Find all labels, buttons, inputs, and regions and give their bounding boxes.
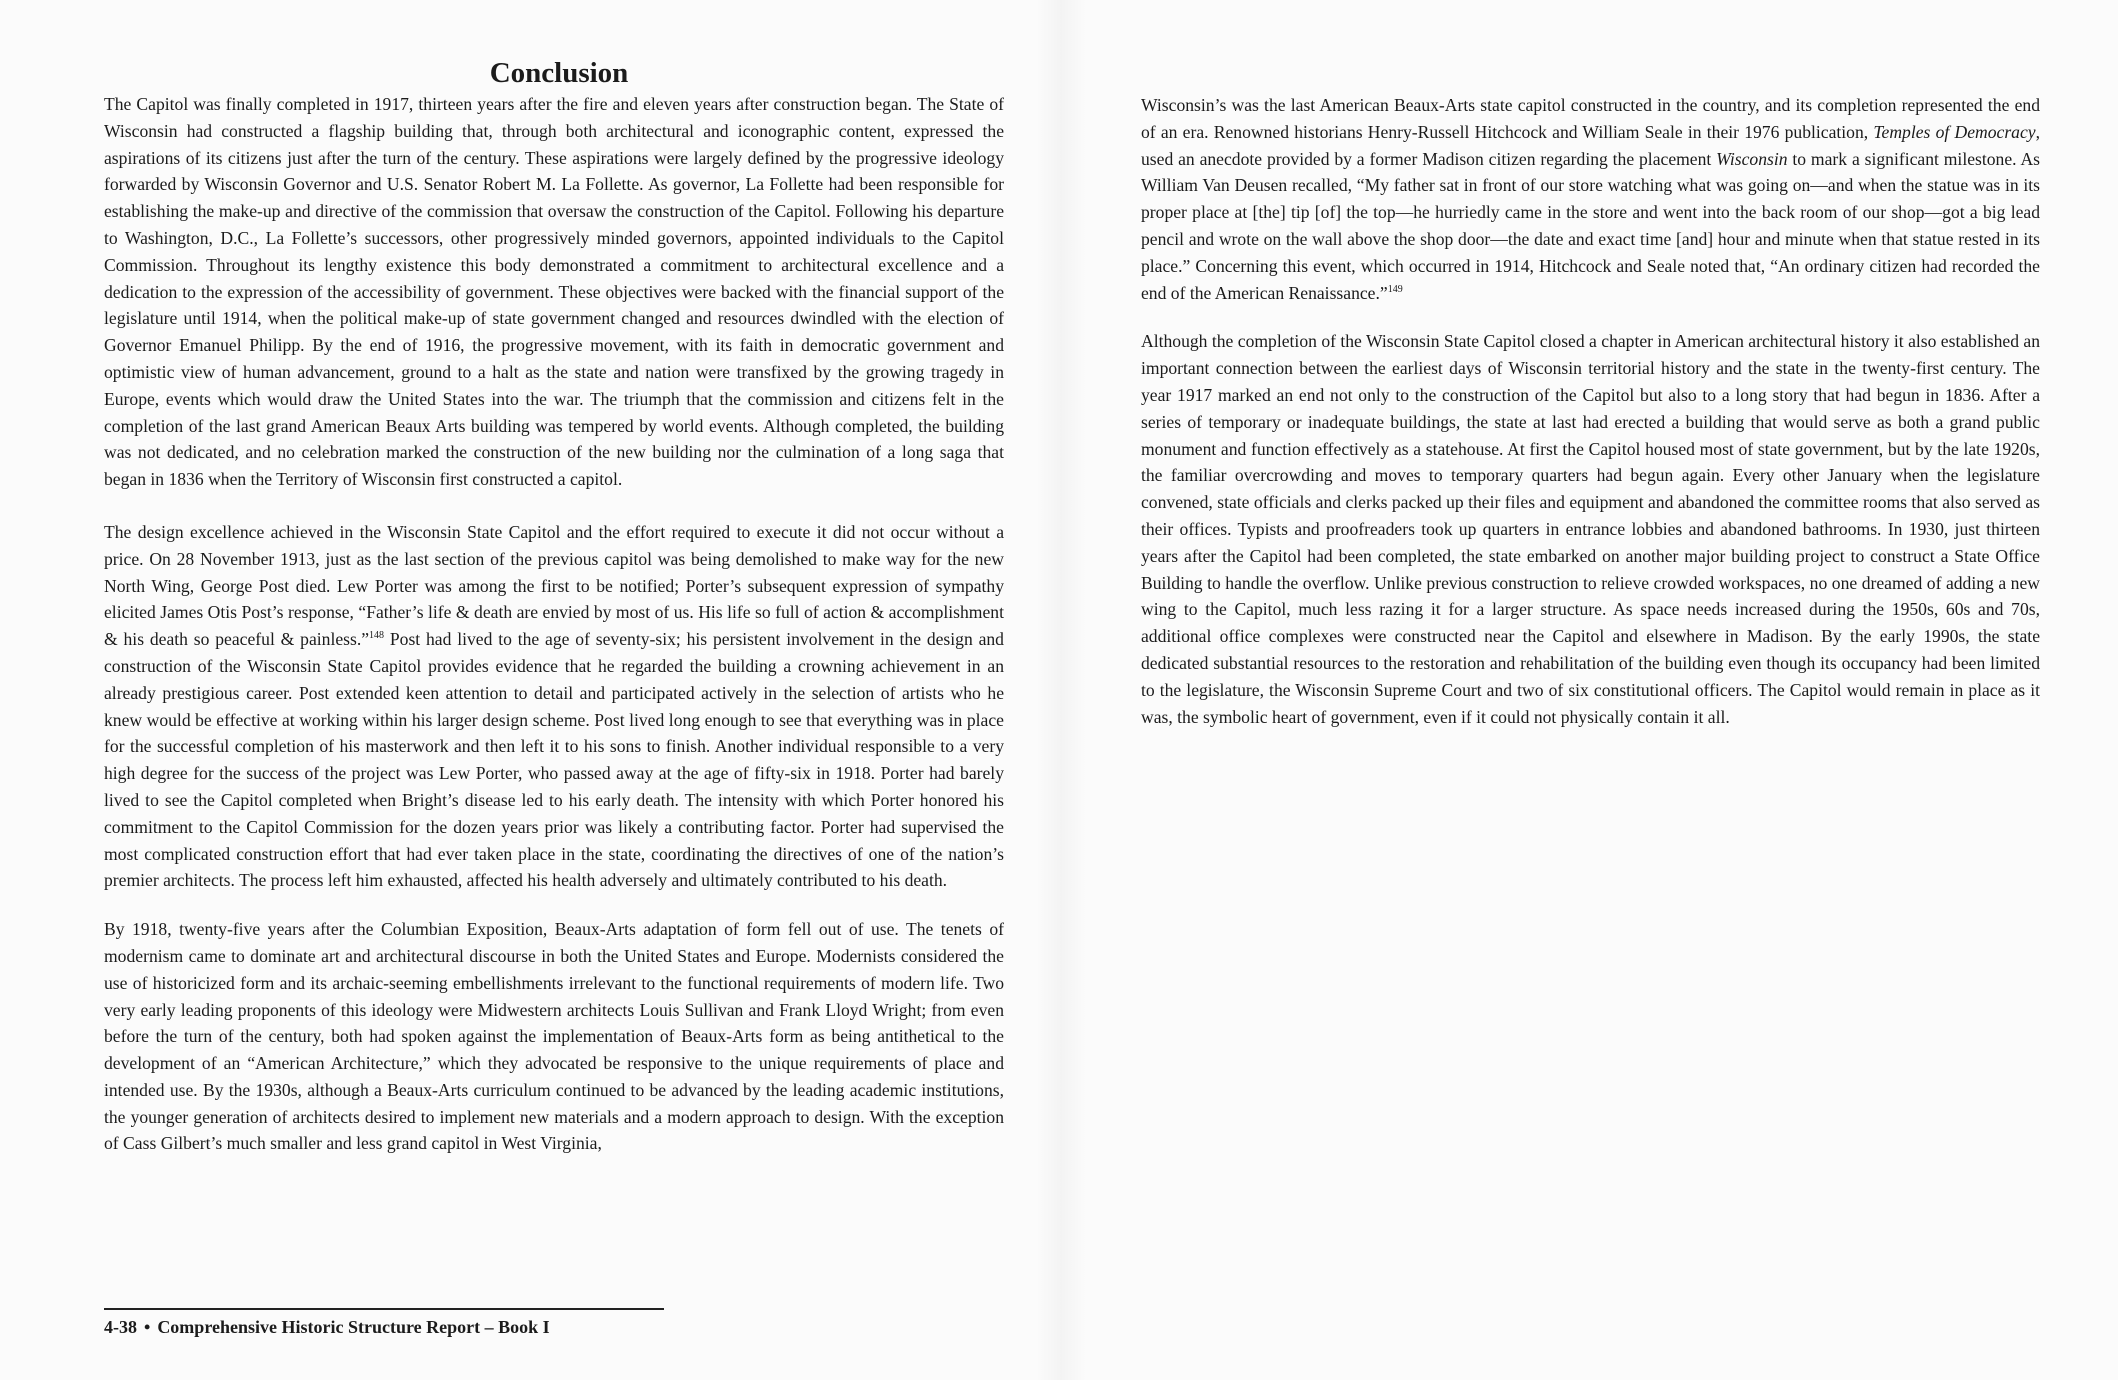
section-heading: Conclusion [489,57,629,89]
paragraph-spacer [1141,306,2040,328]
paragraph-capitol-completed: The Capitol was finally completed in 1917, thirteen years after the fire and eleven years after construction began. The State of Wisconsin had constructed a flagship building that, through both architectural and iconographic content, expressed the aspirations of its citizens just after the turn of the century. These aspirations were largely defined by the progressive ideology forwarded by Wisconsin Governor and U.S. Senator Robert M. La Follette. As governor, La Follette had been responsible for establishing the make-up and directive of the commission that oversaw the construction of the Capitol. Following his departure to Washington, D.C., La Follette’s successors, other progressively minded governors, appointed individuals to the Capitol Commission. Throughout its lengthy existence this body demonstrated a commitment to architectural excellence and a dedication to the expression of the accessibility of government. These objectives were backed with the financial support of the legislature until 1914, when the political make-up of state government changed and resources dwindled with the election of Governor Emanuel Philipp. By the end of 1916, the progressive movement, with its faith in democratic government and optimistic view of human advancement, ground to a halt as the state and nation were transfixed by the growing tragedy in Europe, events which would draw the United States into the war. The triumph that the commission and citizens felt in the completion of the last grand American Beaux Arts building was tempered by world events. Although completed, the building was not dedicated, and no celebration marked the construction of the new building nor the culmination of a long saga that began in 1836 when the Territory of Wisconsin first constructed a capitol. [104,94,1004,490]
paragraph-modernism: By 1918, twenty-five years after the Columbian Exposition, Beaux-Arts adaptation of form fell out of use. The tenets of modernism came to dominate art and architectural discourse in both the United States and Europe. Modernists considered the use of historicized form and its archaic-seeming embellishments irrelevant to the functional requirements of modern life. Two very early leading proponents of this ideology were Midwestern architects Louis Sullivan and Frank Lloyd Wright; from even before the turn of the century, both had spoken against the implementation of Beaux-Arts form as being antithetical to the development of an “American Architecture,” which they advocated be responsive to the unique requirements of place and intended use. By the 1930s, although a Beaux-Arts curriculum continued to be advanced by the leading academic institutions, the younger generation of architects desired to implement new materials and a modern approach to design. With the exception of Cass Gilbert’s much smaller and less grand capitol in West Virginia, [104,919,1004,1154]
footnote-ref-148: 148 [369,630,385,642]
statue-name-italic: Wisconsin [1716,148,1788,169]
paragraph-spacer [104,493,1004,519]
footer-bullet: • [144,1317,151,1337]
paragraph-text: The design excellence achieved in the Wisconsin State Capitol and the effort required to execute it did not occur without a price. On 28 November 1913, just as the last section of the previous capitol was being demolished to make way for the new North Wing, George Post died. Lew Porter was among the first to be notified; Porter’s subsequent expression of sympathy elicited James Otis Post’s response, “Father’s life & death are envied by most of us. His life so full of action & accomplishment & his death so peaceful & painless.” [104,521,1004,650]
paragraph-spacer [104,894,1004,916]
paragraph-chapter-closed: Although the completion of the Wisconsin State Capitol closed a chapter in American architectural history it also established an important connection between the earliest days of Wisconsin territorial history and the state in the twenty-first century. The year 1917 marked an end not only to the construction of the Capitol but also to a long story that had begun in 1836. After a series of temporary or inadequate buildings, the state at last had erected a building that would serve as both a grand public monument and function effectively as a statehouse. At first the Capitol housed most of state government, but by the late 1920s, the familiar overcrowding and moves to temporary quarters had begun again. Every other January when the legislature convened, state officials and clerks packed up their files and equipment and abandoned the committee rooms that also served as their offices. Typists and proofreaders took up quarters in entrance lobbies and abandoned bathrooms. In 1930, just thirteen years after the Capitol had been completed, the state embarked on another major building project to construct a State Office Building to handle the overflow. Unlike previous construction to relieve crowded workspaces, no one dreamed of adding a new wing to the Capitol, much less razing it for a larger structure. As space needs increased during the 1950s, 60s and 70s, additional office complexes were constructed near the Capitol and elsewhere in Madison. By the early 1990s, the state dedicated substantial resources to the restoration and rehabilitation of the building even though its occupancy had been limited to the legislature, the Wisconsin Supreme Court and two of six constitutional officers. The Capitol would remain in place as it was, the symbolic heart of government, even if it could not physically contain it all. [1141,331,2040,727]
left-page [104,55,1004,1157]
paragraph-text: Wisconsin’s was the last American Beaux-Arts state capitol constructed in the country, and its completion represented the end of an era. Renowned historians Henry-Russell Hitchcock and William Seale in their 1976 publication, [1141,95,2040,142]
right-page [1141,92,2040,730]
book-title-italic: Temples of Democracy [1873,121,2036,142]
page-number: 4-38 [104,1317,137,1337]
paragraph-last-beaux-arts [1141,92,2040,306]
paragraph-text: Post had lived to the age of seventy-six; his persistent involvement in the design and construction of the Wisconsin State Capitol provides evidence that he regarded the building a crowning achievement in an already prestigious career. Post extended keen attention to detail and participated actively in the selection of artists who he knew would be effective at working within his larger design scheme. Post lived long enough to see that everything was in place for the successful completion of his masterwork and then left it to his sons to finish. Another individual responsible to a very high degree for the success of the project was Lew Porter, who passed away at the age of fifty-six in 1918. Porter had barely lived to see the Capitol completed when Bright’s disease led to his early death. The intensity with which Porter honored his commitment to the Capitol Commission for the dozen years prior was likely a contributing factor. Porter had supervised the most complicated construction effort that had ever taken place in the state, coordinating the directives of one of the nation’s premier architects. The process left him exhausted, affected his health adversely and ultimately contributed to his death. [104,629,1004,891]
footnote-ref-149: 149 [1387,283,1403,295]
paragraph-text: to mark a significant milestone. As William Van Deusen recalled, “My father sat in front of our store watching what was going on—and when the statue was in its proper place at [the] tip [of] the top—he hurriedly came in the store and went into the back room of our shop—got a big lead pencil and wrote on the wall above the shop door—the date and exact time [and] hour and minute when that statue rested in its place.” Concerning this event, which occurred in 1914, Hitchcock and Seale noted that, “An ordinary citizen had recorded the end of the American Renaissance.” [1141,148,2040,303]
report-title: Comprehensive Historic Structure Report – Book I [157,1317,550,1337]
paragraph-design-excellence [104,519,1004,894]
paragraph-text: , used an anecdote provided by a former Madison citizen regarding the placement [1141,121,2040,169]
page-footer [104,1308,664,1338]
gutter-shadow [1036,0,1086,1380]
